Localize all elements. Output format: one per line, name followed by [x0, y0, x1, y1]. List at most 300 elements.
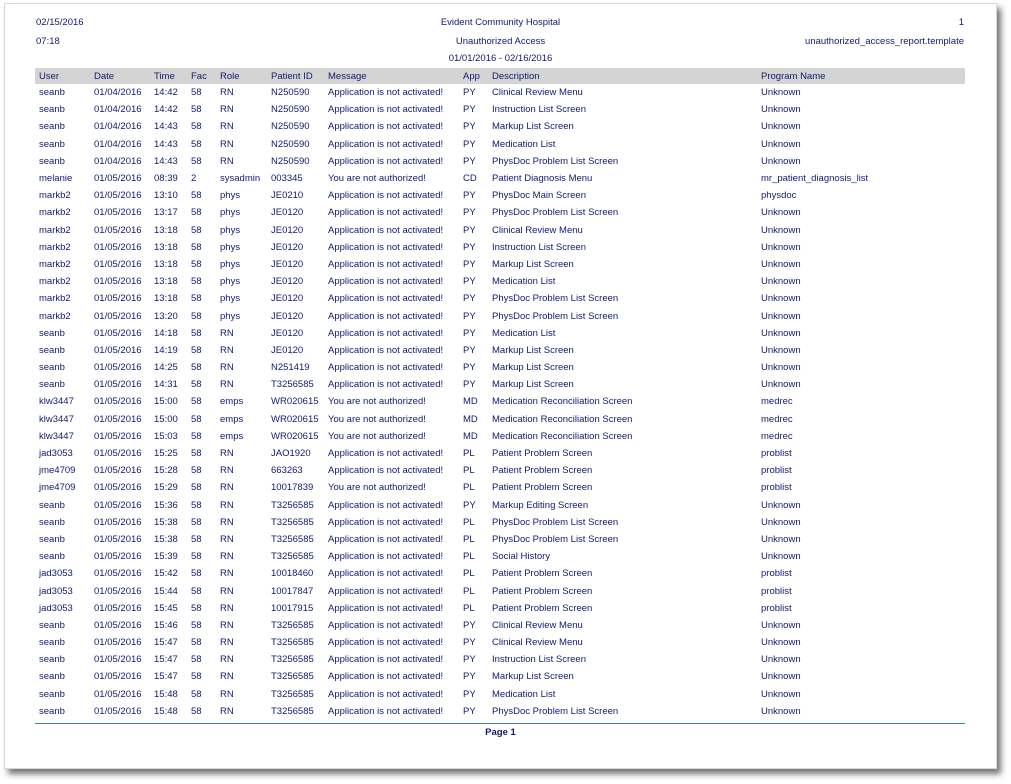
cell-patient-id: JE0120: [271, 344, 304, 356]
cell-description: Patient Problem Screen: [492, 448, 593, 460]
cell-time: 14:42: [154, 104, 178, 116]
cell-role: RN: [220, 637, 234, 649]
cell-time: 13:18: [154, 241, 178, 253]
cell-fac: 58: [191, 344, 202, 356]
cell-user: markb2: [39, 241, 71, 253]
cell-fac: 58: [191, 654, 202, 666]
cell-time: 15:47: [154, 654, 178, 666]
cell-fac: 58: [191, 327, 202, 339]
cell-date: 01/05/2016: [94, 430, 142, 442]
cell-time: 15:00: [154, 413, 178, 425]
col-header-user: User: [35, 68, 90, 84]
cell-time: 14:42: [154, 87, 178, 99]
cell-user: seanb: [39, 87, 65, 99]
report-page: [4, 3, 997, 769]
cell-fac: 58: [191, 293, 202, 305]
cell-role: RN: [220, 344, 234, 356]
cell-user: markb2: [39, 258, 71, 270]
table-row: [35, 497, 965, 514]
cell-date: 01/04/2016: [94, 121, 142, 133]
cell-message: Application is not activated!: [328, 654, 444, 666]
col-header-date: Date: [90, 68, 150, 84]
cell-description: Markup List Screen: [492, 344, 574, 356]
cell-time: 13:18: [154, 258, 178, 270]
cell-description: Patient Problem Screen: [492, 482, 593, 494]
cell-patient-id: JE0120: [271, 224, 304, 236]
cell-role: RN: [220, 654, 234, 666]
cell-patient-id: JE0120: [271, 241, 304, 253]
cell-app: PY: [463, 190, 476, 202]
table-row: [35, 445, 965, 462]
cell-user: jad3053: [39, 568, 73, 580]
cell-user: seanb: [39, 344, 65, 356]
cell-date: 01/05/2016: [94, 619, 142, 631]
cell-program-name: problist: [761, 602, 792, 614]
cell-program-name: Unknown: [761, 533, 801, 545]
cell-message: Application is not activated!: [328, 87, 444, 99]
cell-description: Markup List Screen: [492, 379, 574, 391]
cell-user: seanb: [39, 551, 65, 563]
cell-app: PL: [463, 585, 475, 597]
cell-patient-id: WR020615: [271, 396, 319, 408]
cell-fac: 58: [191, 671, 202, 683]
cell-patient-id: 10017847: [271, 585, 314, 597]
cell-patient-id: WR020615: [271, 413, 319, 425]
cell-role: RN: [220, 551, 234, 563]
cell-time: 13:10: [154, 190, 178, 202]
cell-date: 01/05/2016: [94, 224, 142, 236]
cell-message: Application is not activated!: [328, 619, 444, 631]
cell-time: 15:25: [154, 448, 178, 460]
cell-description: Markup Editing Screen: [492, 499, 589, 511]
cell-time: 14:31: [154, 379, 178, 391]
cell-role: RN: [220, 138, 234, 150]
cell-date: 01/05/2016: [94, 465, 142, 477]
cell-time: 15:47: [154, 671, 178, 683]
cell-user: seanb: [39, 688, 65, 700]
cell-app: PL: [463, 568, 475, 580]
cell-date: 01/05/2016: [94, 568, 142, 580]
cell-fac: 58: [191, 87, 202, 99]
cell-patient-id: JE0120: [271, 207, 304, 219]
cell-date: 01/05/2016: [94, 362, 142, 374]
cell-date: 01/05/2016: [94, 413, 142, 425]
table-row: [35, 531, 965, 548]
cell-date: 01/05/2016: [94, 173, 142, 185]
cell-date: 01/05/2016: [94, 654, 142, 666]
cell-fac: 58: [191, 568, 202, 580]
col-header-message: Message: [324, 68, 459, 84]
table-header-row: [35, 68, 965, 84]
cell-message: You are not authorized!: [328, 396, 426, 408]
cell-message: Application is not activated!: [328, 327, 444, 339]
cell-program-name: medrec: [761, 396, 793, 408]
table-row: [35, 411, 965, 428]
cell-date: 01/05/2016: [94, 396, 142, 408]
cell-fac: 58: [191, 276, 202, 288]
table-row: [35, 703, 965, 720]
cell-description: Clinical Review Menu: [492, 224, 583, 236]
cell-user: klw3447: [39, 430, 74, 442]
cell-message: Application is not activated!: [328, 258, 444, 270]
cell-app: CD: [463, 173, 477, 185]
cell-program-name: Unknown: [761, 705, 801, 717]
cell-fac: 58: [191, 155, 202, 167]
cell-role: RN: [220, 585, 234, 597]
cell-user: seanb: [39, 499, 65, 511]
table-row: [35, 84, 965, 101]
cell-user: seanb: [39, 121, 65, 133]
cell-message: Application is not activated!: [328, 465, 444, 477]
cell-program-name: problist: [761, 465, 792, 477]
cell-date: 01/05/2016: [94, 602, 142, 614]
cell-program-name: Unknown: [761, 499, 801, 511]
cell-message: Application is not activated!: [328, 155, 444, 167]
cell-patient-id: T3256585: [271, 379, 314, 391]
cell-role: emps: [220, 413, 244, 425]
cell-message: Application is not activated!: [328, 207, 444, 219]
cell-program-name: Unknown: [761, 241, 801, 253]
cell-fac: 58: [191, 104, 202, 116]
cell-fac: 58: [191, 533, 202, 545]
cell-patient-id: T3256585: [271, 619, 314, 631]
cell-fac: 58: [191, 121, 202, 133]
cell-message: Application is not activated!: [328, 138, 444, 150]
cell-fac: 58: [191, 138, 202, 150]
access-table: [35, 68, 965, 720]
cell-patient-id: JE0120: [271, 276, 304, 288]
table-row: [35, 565, 965, 582]
table-row: [35, 170, 965, 187]
cell-description: Social History: [492, 551, 551, 563]
cell-time: 15:29: [154, 482, 178, 494]
cell-time: 15:42: [154, 568, 178, 580]
cell-message: Application is not activated!: [328, 551, 444, 563]
cell-program-name: Unknown: [761, 619, 801, 631]
cell-time: 14:43: [154, 138, 178, 150]
cell-date: 01/05/2016: [94, 551, 142, 563]
cell-time: 15:36: [154, 499, 178, 511]
cell-program-name: mr_patient_diagnosis_list: [761, 173, 869, 185]
cell-role: sysadmin: [220, 173, 261, 185]
cell-description: PhysDoc Problem List Screen: [492, 207, 619, 219]
cell-app: PY: [463, 654, 476, 666]
cell-message: Application is not activated!: [328, 688, 444, 700]
cell-user: seanb: [39, 155, 65, 167]
cell-patient-id: N251419: [271, 362, 310, 374]
cell-date: 01/05/2016: [94, 293, 142, 305]
cell-description: PhysDoc Problem List Screen: [492, 533, 619, 545]
cell-message: Application is not activated!: [328, 104, 444, 116]
cell-patient-id: T3256585: [271, 551, 314, 563]
cell-app: PY: [463, 310, 476, 322]
cell-date: 01/05/2016: [94, 688, 142, 700]
cell-user: markb2: [39, 276, 71, 288]
cell-patient-id: T3256585: [271, 516, 314, 528]
table-row: [35, 428, 965, 445]
cell-description: Clinical Review Menu: [492, 619, 583, 631]
cell-date: 01/04/2016: [94, 87, 142, 99]
cell-message: Application is not activated!: [328, 585, 444, 597]
cell-message: Application is not activated!: [328, 671, 444, 683]
cell-user: seanb: [39, 533, 65, 545]
cell-role: phys: [220, 224, 241, 236]
cell-role: RN: [220, 482, 234, 494]
cell-date: 01/05/2016: [94, 327, 142, 339]
cell-role: RN: [220, 121, 234, 133]
cell-time: 15:47: [154, 637, 178, 649]
cell-user: seanb: [39, 654, 65, 666]
cell-description: Patient Problem Screen: [492, 568, 593, 580]
report-time: 07:18: [36, 36, 60, 47]
cell-user: seanb: [39, 104, 65, 116]
cell-user: klw3447: [39, 413, 74, 425]
cell-description: Medication List: [492, 688, 556, 700]
table-row: [35, 686, 965, 703]
cell-program-name: medrec: [761, 413, 793, 425]
cell-app: PY: [463, 87, 476, 99]
cell-role: phys: [220, 258, 241, 270]
cell-program-name: Unknown: [761, 138, 801, 150]
cell-app: PY: [463, 619, 476, 631]
cell-patient-id: T3256585: [271, 533, 314, 545]
cell-date: 01/05/2016: [94, 310, 142, 322]
cell-time: 15:45: [154, 602, 178, 614]
cell-fac: 58: [191, 619, 202, 631]
cell-user: klw3447: [39, 396, 74, 408]
cell-message: You are not authorized!: [328, 173, 426, 185]
cell-patient-id: 10018460: [271, 568, 314, 580]
cell-role: phys: [220, 276, 241, 288]
cell-message: Application is not activated!: [328, 637, 444, 649]
cell-description: PhysDoc Problem List Screen: [492, 705, 619, 717]
cell-app: PY: [463, 224, 476, 236]
cell-fac: 58: [191, 499, 202, 511]
cell-date: 01/05/2016: [94, 482, 142, 494]
cell-program-name: Unknown: [761, 671, 801, 683]
cell-program-name: problist: [761, 448, 792, 460]
hospital-name: Evident Community Hospital: [440, 17, 561, 28]
cell-time: 15:46: [154, 619, 178, 631]
cell-role: RN: [220, 465, 234, 477]
cell-description: Medication Reconciliation Screen: [492, 396, 633, 408]
cell-message: You are not authorized!: [328, 430, 426, 442]
cell-date: 01/04/2016: [94, 155, 142, 167]
cell-fac: 58: [191, 207, 202, 219]
cell-message: Application is not activated!: [328, 362, 444, 374]
table-row: [35, 256, 965, 273]
cell-description: PhysDoc Problem List Screen: [492, 310, 619, 322]
cell-message: Application is not activated!: [328, 516, 444, 528]
cell-program-name: Unknown: [761, 121, 801, 133]
cell-date: 01/05/2016: [94, 585, 142, 597]
cell-date: 01/05/2016: [94, 516, 142, 528]
cell-patient-id: T3256585: [271, 705, 314, 717]
cell-user: markb2: [39, 224, 71, 236]
cell-description: PhysDoc Problem List Screen: [492, 516, 619, 528]
cell-role: RN: [220, 379, 234, 391]
cell-role: RN: [220, 568, 234, 580]
cell-fac: 58: [191, 190, 202, 202]
table-row: [35, 393, 965, 410]
cell-time: 15:44: [154, 585, 178, 597]
cell-time: 14:25: [154, 362, 178, 374]
cell-message: You are not authorized!: [328, 413, 426, 425]
cell-fac: 58: [191, 688, 202, 700]
cell-patient-id: T3256585: [271, 671, 314, 683]
cell-app: PL: [463, 551, 475, 563]
table-body: [35, 84, 965, 720]
cell-app: PL: [463, 482, 475, 494]
table-row: [35, 342, 965, 359]
table-row: [35, 187, 965, 204]
cell-fac: 58: [191, 413, 202, 425]
cell-program-name: Unknown: [761, 516, 801, 528]
cell-app: PY: [463, 276, 476, 288]
table-row: [35, 325, 965, 342]
footer-page-label: Page 1: [485, 727, 516, 738]
cell-user: seanb: [39, 637, 65, 649]
cell-program-name: Unknown: [761, 344, 801, 356]
page-number: 1: [958, 17, 964, 28]
cell-app: PY: [463, 138, 476, 150]
cell-date: 01/05/2016: [94, 705, 142, 717]
cell-role: RN: [220, 362, 234, 374]
cell-program-name: problist: [761, 585, 792, 597]
cell-app: PY: [463, 104, 476, 116]
cell-date: 01/05/2016: [94, 276, 142, 288]
cell-user: jme4709: [39, 465, 76, 477]
cell-time: 13:17: [154, 207, 178, 219]
cell-date: 01/05/2016: [94, 448, 142, 460]
cell-description: Clinical Review Menu: [492, 637, 583, 649]
table-row: [35, 239, 965, 256]
cell-program-name: problist: [761, 568, 792, 580]
cell-time: 15:38: [154, 516, 178, 528]
cell-program-name: Unknown: [761, 293, 801, 305]
cell-time: 14:19: [154, 344, 178, 356]
cell-patient-id: 10017839: [271, 482, 314, 494]
cell-description: Medication Reconciliation Screen: [492, 430, 633, 442]
report-date: 02/15/2016: [36, 17, 84, 28]
cell-role: phys: [220, 190, 241, 202]
cell-fac: 58: [191, 396, 202, 408]
cell-patient-id: N250590: [271, 138, 310, 150]
cell-program-name: Unknown: [761, 224, 801, 236]
cell-date: 01/05/2016: [94, 190, 142, 202]
cell-patient-id: JE0120: [271, 293, 304, 305]
cell-user: seanb: [39, 379, 65, 391]
table-row: [35, 101, 965, 118]
cell-message: Application is not activated!: [328, 499, 444, 511]
cell-program-name: Unknown: [761, 276, 801, 288]
cell-app: PY: [463, 362, 476, 374]
table-row: [35, 222, 965, 239]
cell-program-name: Unknown: [761, 637, 801, 649]
cell-date: 01/05/2016: [94, 207, 142, 219]
cell-app: PY: [463, 344, 476, 356]
cell-fac: 58: [191, 602, 202, 614]
cell-description: Markup List Screen: [492, 362, 574, 374]
cell-date: 01/05/2016: [94, 499, 142, 511]
cell-patient-id: T3256585: [271, 654, 314, 666]
cell-description: Instruction List Screen: [492, 654, 586, 666]
cell-user: seanb: [39, 705, 65, 717]
cell-fac: 58: [191, 705, 202, 717]
cell-user: melanie: [39, 173, 73, 185]
cell-program-name: Unknown: [761, 327, 801, 339]
cell-date: 01/04/2016: [94, 138, 142, 150]
table-row: [35, 651, 965, 668]
cell-app: PY: [463, 688, 476, 700]
cell-description: Markup List Screen: [492, 671, 574, 683]
cell-description: Medication List: [492, 138, 556, 150]
cell-time: 15:48: [154, 688, 178, 700]
cell-time: 14:43: [154, 121, 178, 133]
cell-description: Medication List: [492, 276, 556, 288]
cell-user: seanb: [39, 671, 65, 683]
cell-user: seanb: [39, 619, 65, 631]
template-name: unauthorized_access_report.template: [805, 36, 964, 47]
cell-app: PY: [463, 121, 476, 133]
table-row: [35, 204, 965, 221]
cell-message: Application is not activated!: [328, 379, 444, 391]
cell-app: MD: [463, 413, 478, 425]
cell-app: PL: [463, 602, 475, 614]
table-row: [35, 479, 965, 496]
cell-description: Markup List Screen: [492, 121, 574, 133]
cell-time: 15:39: [154, 551, 178, 563]
cell-message: Application is not activated!: [328, 344, 444, 356]
col-header-time: Time: [150, 68, 187, 84]
cell-role: RN: [220, 619, 234, 631]
cell-role: RN: [220, 155, 234, 167]
cell-description: Medication List: [492, 327, 556, 339]
cell-role: RN: [220, 327, 234, 339]
cell-patient-id: 10017915: [271, 602, 314, 614]
date-range: 01/01/2016 - 02/16/2016: [448, 53, 553, 64]
cell-patient-id: WR020615: [271, 430, 319, 442]
cell-message: Application is not activated!: [328, 310, 444, 322]
cell-message: Application is not activated!: [328, 241, 444, 253]
col-header-role: Role: [216, 68, 267, 84]
cell-time: 08:39: [154, 173, 178, 185]
cell-patient-id: N250590: [271, 121, 310, 133]
cell-program-name: Unknown: [761, 310, 801, 322]
cell-app: PY: [463, 293, 476, 305]
cell-role: RN: [220, 602, 234, 614]
cell-description: Instruction List Screen: [492, 241, 586, 253]
cell-role: emps: [220, 396, 244, 408]
table-row: [35, 548, 965, 565]
cell-date: 01/05/2016: [94, 637, 142, 649]
cell-program-name: physdoc: [761, 190, 797, 202]
cell-message: Application is not activated!: [328, 568, 444, 580]
cell-app: PY: [463, 155, 476, 167]
report-title: Unauthorized Access: [455, 36, 546, 47]
cell-program-name: Unknown: [761, 654, 801, 666]
cell-fac: 58: [191, 224, 202, 236]
cell-patient-id: T3256585: [271, 499, 314, 511]
cell-fac: 58: [191, 448, 202, 460]
cell-description: Instruction List Screen: [492, 104, 586, 116]
cell-user: markb2: [39, 207, 71, 219]
cell-fac: 58: [191, 465, 202, 477]
cell-user: jad3053: [39, 602, 73, 614]
table-row: [35, 273, 965, 290]
cell-patient-id: T3256585: [271, 637, 314, 649]
table-row: [35, 600, 965, 617]
